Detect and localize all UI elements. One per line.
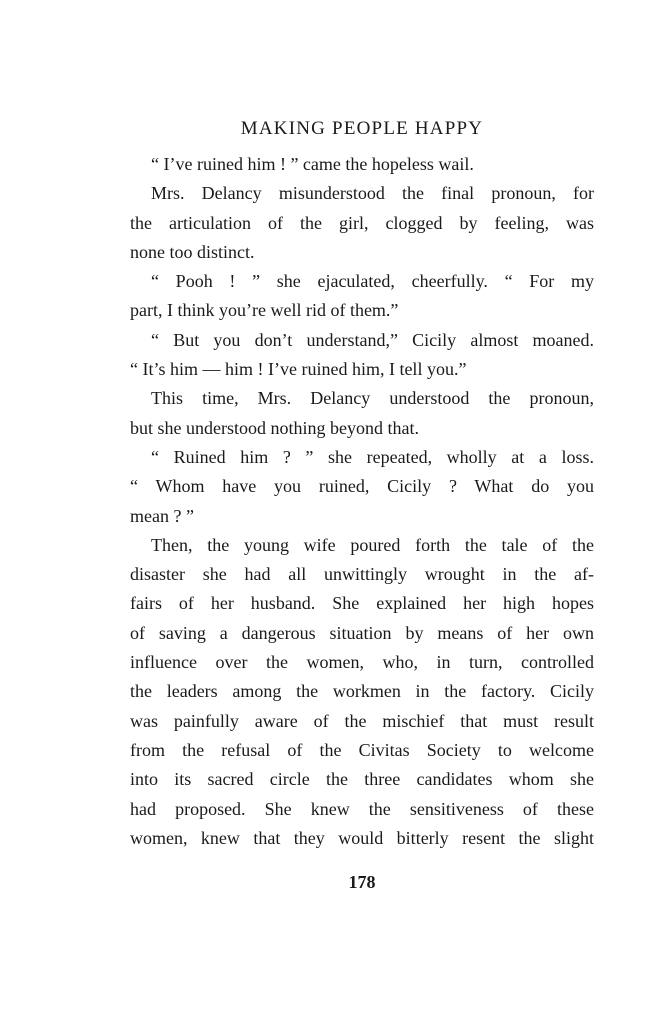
text-line: “ I’ve ruined him ! ” came the hopeless wail. (151, 154, 474, 174)
text-line: none too distinct. (130, 241, 255, 262)
text-line: “ Whom have you ruined, Cicily ? What do you (130, 476, 594, 497)
page-number: 178 (348, 872, 376, 892)
text-line: part, I think you’re well rid of them.” (130, 300, 399, 321)
text-line: influence over the women, who, in turn, controlled (130, 652, 594, 673)
text-line: the leaders among the workmen in the factory. Cicily (130, 681, 594, 702)
text-line: was painfully aware of the mischief that must result (130, 710, 594, 731)
text-line: of saving a dangerous situation by means of her own (130, 622, 594, 643)
text-line: from the refusal of the Civitas Society to welcome (130, 739, 594, 760)
text-line: “ But you don’t understand,” Cicily almost moaned. (151, 329, 594, 350)
text-line: Then, the young wife poured forth the tale of the (151, 534, 594, 555)
text-line: Mrs. Delancy misunderstood the final pronoun, for (151, 183, 594, 204)
text-line: had proposed. She knew the sensitiveness of these (130, 798, 594, 819)
text-line: This time, Mrs. Delancy understood the pronoun, (151, 388, 594, 409)
text-line: “ Pooh ! ” she ejaculated, cheerfully. “ For my (151, 271, 594, 292)
body-text (130, 150, 594, 853)
text-line: women, knew that they would bitterly resent the slight (130, 827, 594, 848)
text-line: into its sacred circle the three candidates whom she (130, 769, 594, 790)
text-line: disaster she had all unwittingly wrought in the af- (130, 564, 594, 585)
text-line: “ Ruined him ? ” she repeated, wholly at a loss. (151, 446, 594, 467)
running-head: MAKING PEOPLE HAPPY (240, 118, 484, 139)
text-line: “ It’s him — him ! I’ve ruined him, I tell you.” (130, 359, 467, 380)
text-line: the articulation of the girl, clogged by feeling, was (130, 212, 594, 233)
text-line: mean ? ” (130, 505, 194, 526)
text-line: but she understood nothing beyond that. (130, 417, 419, 438)
text-line: fairs of her husband. She explained her high hopes (130, 593, 594, 614)
